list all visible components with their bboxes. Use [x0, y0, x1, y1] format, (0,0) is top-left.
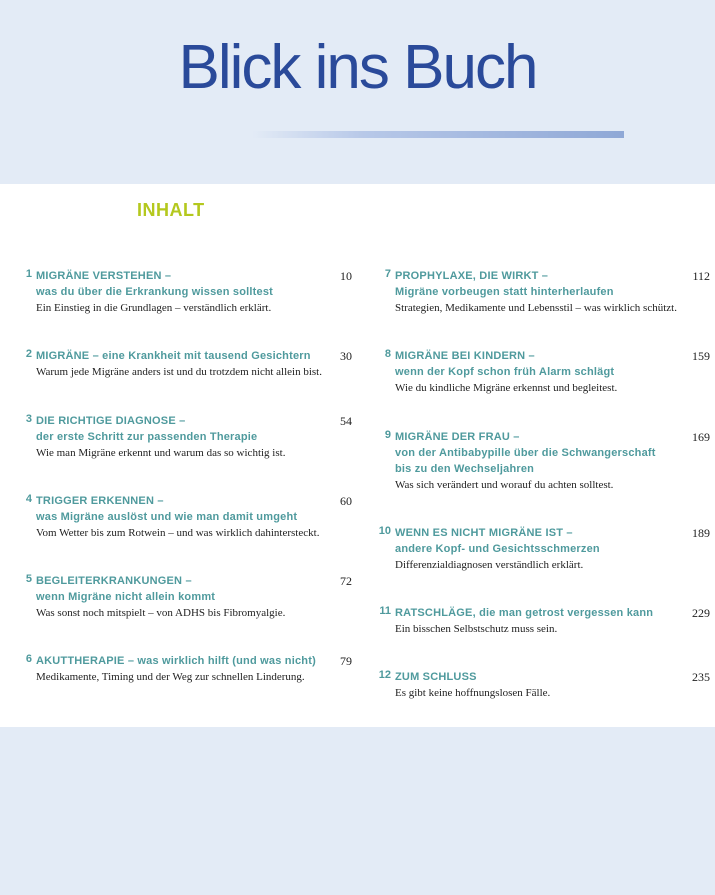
chapter-description: Ein bisschen Selbstschutz muss sein. [395, 623, 558, 635]
banner-underline [252, 131, 624, 138]
chapter-number: 3 [25, 413, 32, 425]
chapter-description: Wie du kindliche Migräne erkennst und begleitest. [395, 382, 618, 394]
banner-title: Blick ins Buch [178, 33, 537, 102]
chapter-page: 54 [340, 414, 352, 428]
chapter-number: 8 [384, 348, 391, 360]
chapter-subtitle: wenn Migräne nicht allein kommt [36, 591, 216, 603]
chapter-number: 4 [25, 493, 32, 505]
chapter-page: 10 [340, 269, 352, 283]
chapter-page: 72 [340, 574, 352, 588]
chapter-page: 229 [692, 606, 710, 620]
chapter-description: Warum jede Migräne anders ist und du trotzdem nicht allein bist. [36, 366, 322, 378]
banner [0, 0, 715, 184]
chapter-title: DIE RICHTIGE DIAGNOSE – [36, 415, 186, 427]
chapter-description: Ein Einstieg in die Grundlagen – verständlich erklärt. [36, 302, 272, 314]
toc-heading: INHALT [137, 200, 205, 220]
chapter-subtitle: von der Antibabypille über die Schwangerschaft [395, 447, 656, 459]
chapter-page: 235 [692, 670, 710, 684]
chapter-subtitle: der erste Schritt zur passenden Therapie [36, 431, 258, 443]
chapter-page: 112 [692, 269, 710, 283]
chapter-title: WENN ES NICHT MIGRÄNE IST – [395, 527, 573, 539]
chapter-title: RATSCHLÄGE, die man getrost vergessen kann [395, 607, 654, 619]
chapter-subtitle-continued: bis zu den Wechseljahren [395, 463, 535, 475]
chapter-number: 12 [378, 669, 391, 681]
chapter-description: Vom Wetter bis zum Rotwein – und was wirklich dahintersteckt. [36, 527, 320, 539]
chapter-number: 11 [379, 605, 391, 617]
chapter-number: 9 [384, 429, 391, 441]
chapter-page: 169 [692, 430, 710, 444]
chapter-page: 189 [692, 526, 710, 540]
chapter-title: PROPHYLAXE, DIE WIRKT – [395, 270, 549, 282]
toc-page [0, 184, 715, 727]
chapter-page: 79 [340, 654, 352, 668]
chapter-number: 10 [378, 525, 391, 537]
chapter-description: Strategien, Medikamente und Lebensstil – was wirklich schützt. [395, 302, 677, 314]
chapter-title: AKUTTHERAPIE – was wirklich hilft (und was nicht) [36, 655, 316, 667]
chapter-number: 6 [25, 653, 32, 665]
chapter-number: 2 [25, 348, 32, 360]
chapter-description: Medikamente, Timing und der Weg zur schnellen Linderung. [36, 671, 305, 683]
chapter-page: 159 [692, 349, 710, 363]
chapter-subtitle: wenn der Kopf schon früh Alarm schlägt [395, 366, 615, 378]
chapter-description: Was sich verändert und worauf du achten solltest. [395, 479, 614, 491]
chapter-description: Wie man Migräne erkennt und warum das so wichtig ist. [36, 447, 286, 459]
chapter-description: Es gibt keine hoffnungslosen Fälle. [395, 687, 551, 699]
chapter-page: 30 [340, 349, 352, 363]
chapter-description: Differenzialdiagnosen verständlich erklärt. [395, 559, 584, 571]
chapter-subtitle: was Migräne auslöst und wie man damit umgeht [36, 511, 298, 523]
chapter-subtitle: andere Kopf- und Gesichtsschmerzen [395, 543, 600, 555]
chapter-title: ZUM SCHLUSS [395, 671, 477, 683]
chapter-number: 5 [25, 573, 32, 585]
chapter-title: MIGRÄNE – eine Krankheit mit tausend Gesichtern [36, 350, 311, 362]
chapter-title: BEGLEITERKRANKUNGEN – [36, 575, 192, 587]
chapter-title: MIGRÄNE BEI KINDERN – [395, 350, 535, 362]
chapter-number: 7 [384, 268, 391, 280]
chapter-subtitle: Migräne vorbeugen statt hinterherlaufen [395, 286, 614, 298]
chapter-description: Was sonst noch mitspielt – von ADHS bis Fibromyalgie. [36, 607, 286, 619]
chapter-title: MIGRÄNE VERSTEHEN – [36, 270, 172, 282]
chapter-subtitle: was du über die Erkrankung wissen solltest [36, 286, 274, 298]
chapter-title: TRIGGER ERKENNEN – [36, 495, 164, 507]
chapter-page: 60 [340, 494, 352, 508]
chapter-title: MIGRÄNE DER FRAU – [395, 431, 520, 443]
chapter-number: 1 [25, 268, 32, 280]
